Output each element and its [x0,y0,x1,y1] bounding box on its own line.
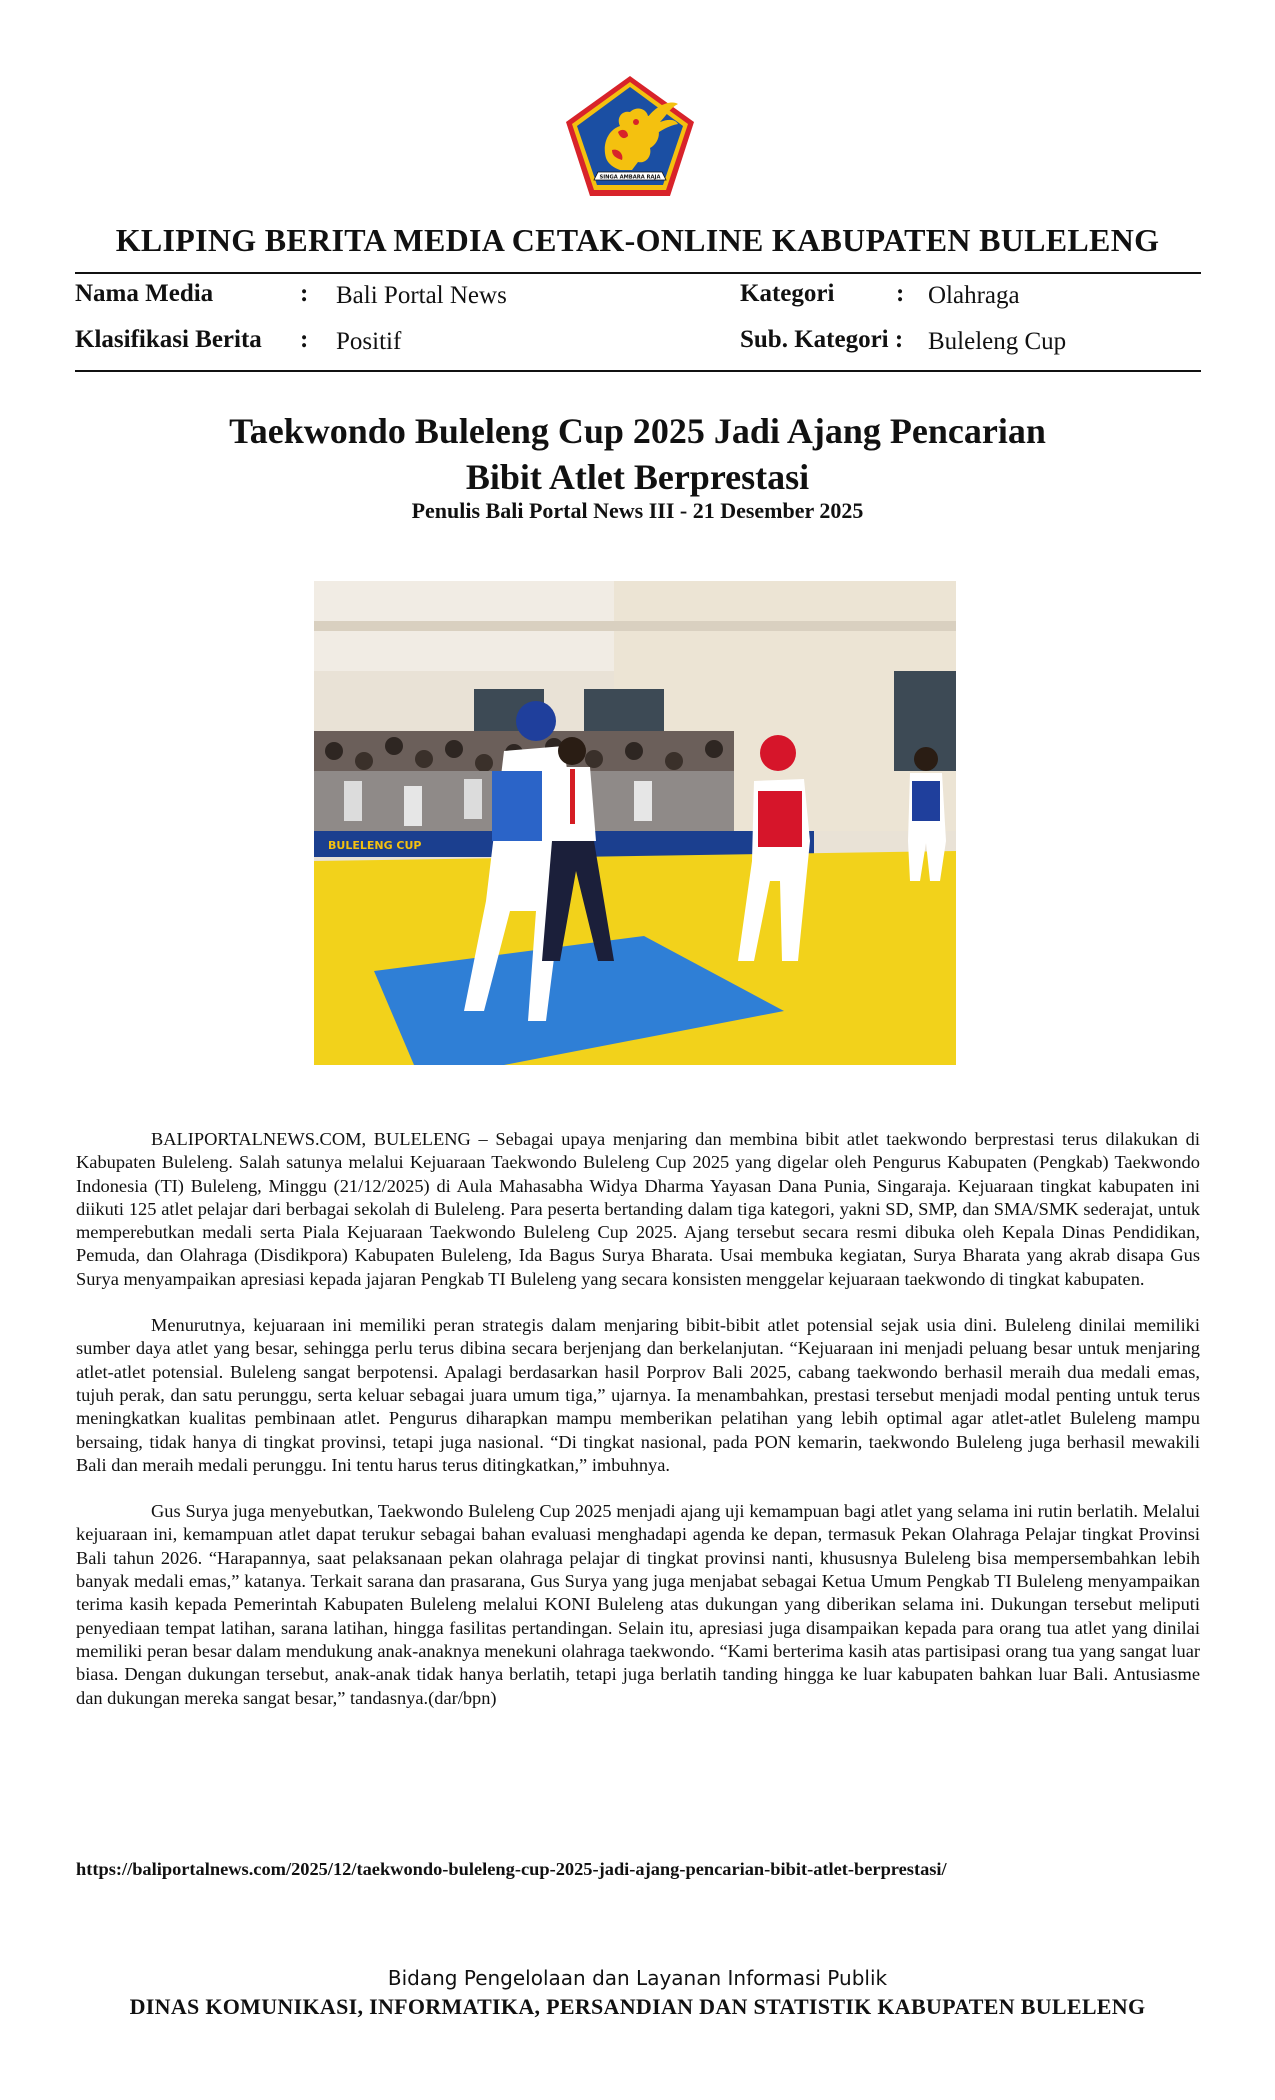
media-value: Bali Portal News [336,282,507,309]
taekwondo-match-photo [314,581,956,1065]
article-paragraph-3: Gus Surya juga menyebutkan, Taekwondo Buleleng Cup 2025 menjadi ajang uji kemampuan bagi atlet yang selama ini rutin berlatih. Melalui kejuaraan ini, kemampuan atlet dapat terukur sebagai bahan evaluasi menghadapi agenda ke depan, termasuk Pekan Olahraga Pelajar tingkat Provinsi Bali tahun 2026. “Harapannya, saat pelaksanaan pekan olahraga pelajar di tingkat provinsi nanti, khususnya Buleleng bisa mempersembahkan lebih banyak medali emas,” katanya. Terkait sarana dan prasarana, Gus Surya yang juga menjabat sebagai Ketua Umum Pengkab TI Buleleng menyampaikan terima kasih kepada Pemerintah Kabupaten Buleleng melalui KONI Buleleng atas dukungan yang diberikan selama ini. Dukungan tersebut meliputi penyediaan tempat latihan, sarana latihan, hingga fasilitas pertandingan. Selain itu, apresiasi juga disampaikan kepada para orang tua atlet yang dinilai memiliki peran besar dalam mendukung anak-anaknya menekuni olahraga taekwondo. “Kami berterima kasih atas partisipasi orang tua yang sangat luar biasa. Dengan dukungan tersebut, anak-anak tidak hanya berlatih, tetapi juga berlatih tanding hingga ke luar kabupaten bahkan luar Bali. Antusiasme dan dukungan mereka sangat besar,” tandasnya.(dar/bpn) [76,1501,1200,1708]
footer-office: DINAS KOMUNIKASI, INFORMATIKA, PERSANDIAN DAN STATISTIK KABUPATEN BULELENG [129,1994,1146,2019]
footer-unit: Bidang Pengelolaan dan Layanan Informasi Publik [387,1966,888,1990]
classification-value: Positif [336,328,402,355]
classification-colon: : [300,326,309,353]
subcategory-value: Buleleng Cup [928,328,1067,355]
logo-motto-text: SINGA AMBARA RAJA [599,174,661,181]
divider-top [75,272,1201,274]
buleleng-regency-logo [562,74,698,200]
headline-line-2: Bibit Atlet Berprestasi [465,457,810,497]
banner-text: BULELENG CUP [328,839,422,852]
document-title: KLIPING BERITA MEDIA CETAK-ONLINE KABUPATEN BULELENG [115,222,1160,258]
classification-label: Klasifikasi Berita [75,326,262,353]
subcategory-label: Sub. Kategori : [740,326,904,353]
category-value: Olahraga [928,282,1020,309]
article-paragraph-1: BALIPORTALNEWS.COM, BULELENG – Sebagai upaya menjaring dan membina bibit atlet taekwondo berprestasi terus dilakukan di Kabupaten Buleleng. Salah satunya melalui Kejuaraan Taekwondo Buleleng Cup 2025 yang digelar oleh Pengurus Kabupaten (Pengkab) Taekwondo Indonesia (TI) Buleleng, Minggu (21/12/2025) di Aula Mahasabha Widya Dharma Yayasan Dana Punia, Singaraja. Kejuaraan tingkat kabupaten ini diikuti 125 atlet pelajar dari berbagai sekolah di Buleleng. Para peserta bertanding dalam tiga kategori, yakni SD, SMP, dan SMA/SMK sederajat, untuk memperebutkan medali serta Piala Kejuaraan Taekwondo Buleleng Cup 2025. Ajang tersebut secara resmi dibuka oleh Kepala Dinas Pendidikan, Pemuda, dan Olahraga (Disdikpora) Kabupaten Buleleng, Ida Bagus Surya Bharata. Usai membuka kegiatan, Surya Bharata yang akrab disapa Gus Surya menyampaikan apresiasi kepada jajaran Pengkab TI Buleleng yang secara konsisten menggelar kejuaraan taekwondo di tingkat kabupaten. [76,1129,1200,1289]
source-link[interactable]: https://baliportalnews.com/2025/12/taekwondo-buleleng-cup-2025-jadi-ajang-pencarian-bibit-atlet-berprestasi/ [76,1859,947,1879]
media-label: Nama Media [75,280,214,307]
category-colon: : [896,280,905,307]
divider-bottom [75,370,1201,372]
article-headline [0,408,1275,500]
article-byline: Penulis Bali Portal News III - 21 Desember 2025 [411,498,864,523]
article-body [76,1128,1200,1733]
media-colon: : [300,280,309,307]
headline-line-1: Taekwondo Buleleng Cup 2025 Jadi Ajang Pencarian [229,411,1046,451]
category-label: Kategori [740,280,835,307]
article-paragraph-2: Menurutnya, kejuaraan ini memiliki peran strategis dalam menjaring bibit-bibit atlet potensial sejak usia dini. Buleleng dinilai memiliki sumber daya atlet yang besar, sehingga perlu terus dibina secara berjenjang dan berkelanjutan. “Kejuaraan ini menjadi peluang besar untuk menjaring atlet-atlet potensial. Buleleng sangat berpotensi. Apalagi berdasarkan hasil Porprov Bali 2025, cabang taekwondo berhasil meraih dua medali emas, tujuh perak, dan satu perunggu, serta keluar sebagai juara umum tiga,” ujarnya. Ia menambahkan, prestasi tersebut menjadi modal penting untuk terus meningkatkan kualitas pembinaan atlet. Pengurus diharapkan mampu memberikan pelatihan yang lebih optimal agar atlet-atlet Buleleng mampu bersaing, tidak hanya di tingkat provinsi, tetapi juga nasional. “Di tingkat nasional, pada PON kemarin, taekwondo Buleleng juga berhasil mewakili Bali dan meraih medali perunggu. Ini tentu harus terus ditingkatkan,” imbuhnya. [76,1315,1200,1475]
